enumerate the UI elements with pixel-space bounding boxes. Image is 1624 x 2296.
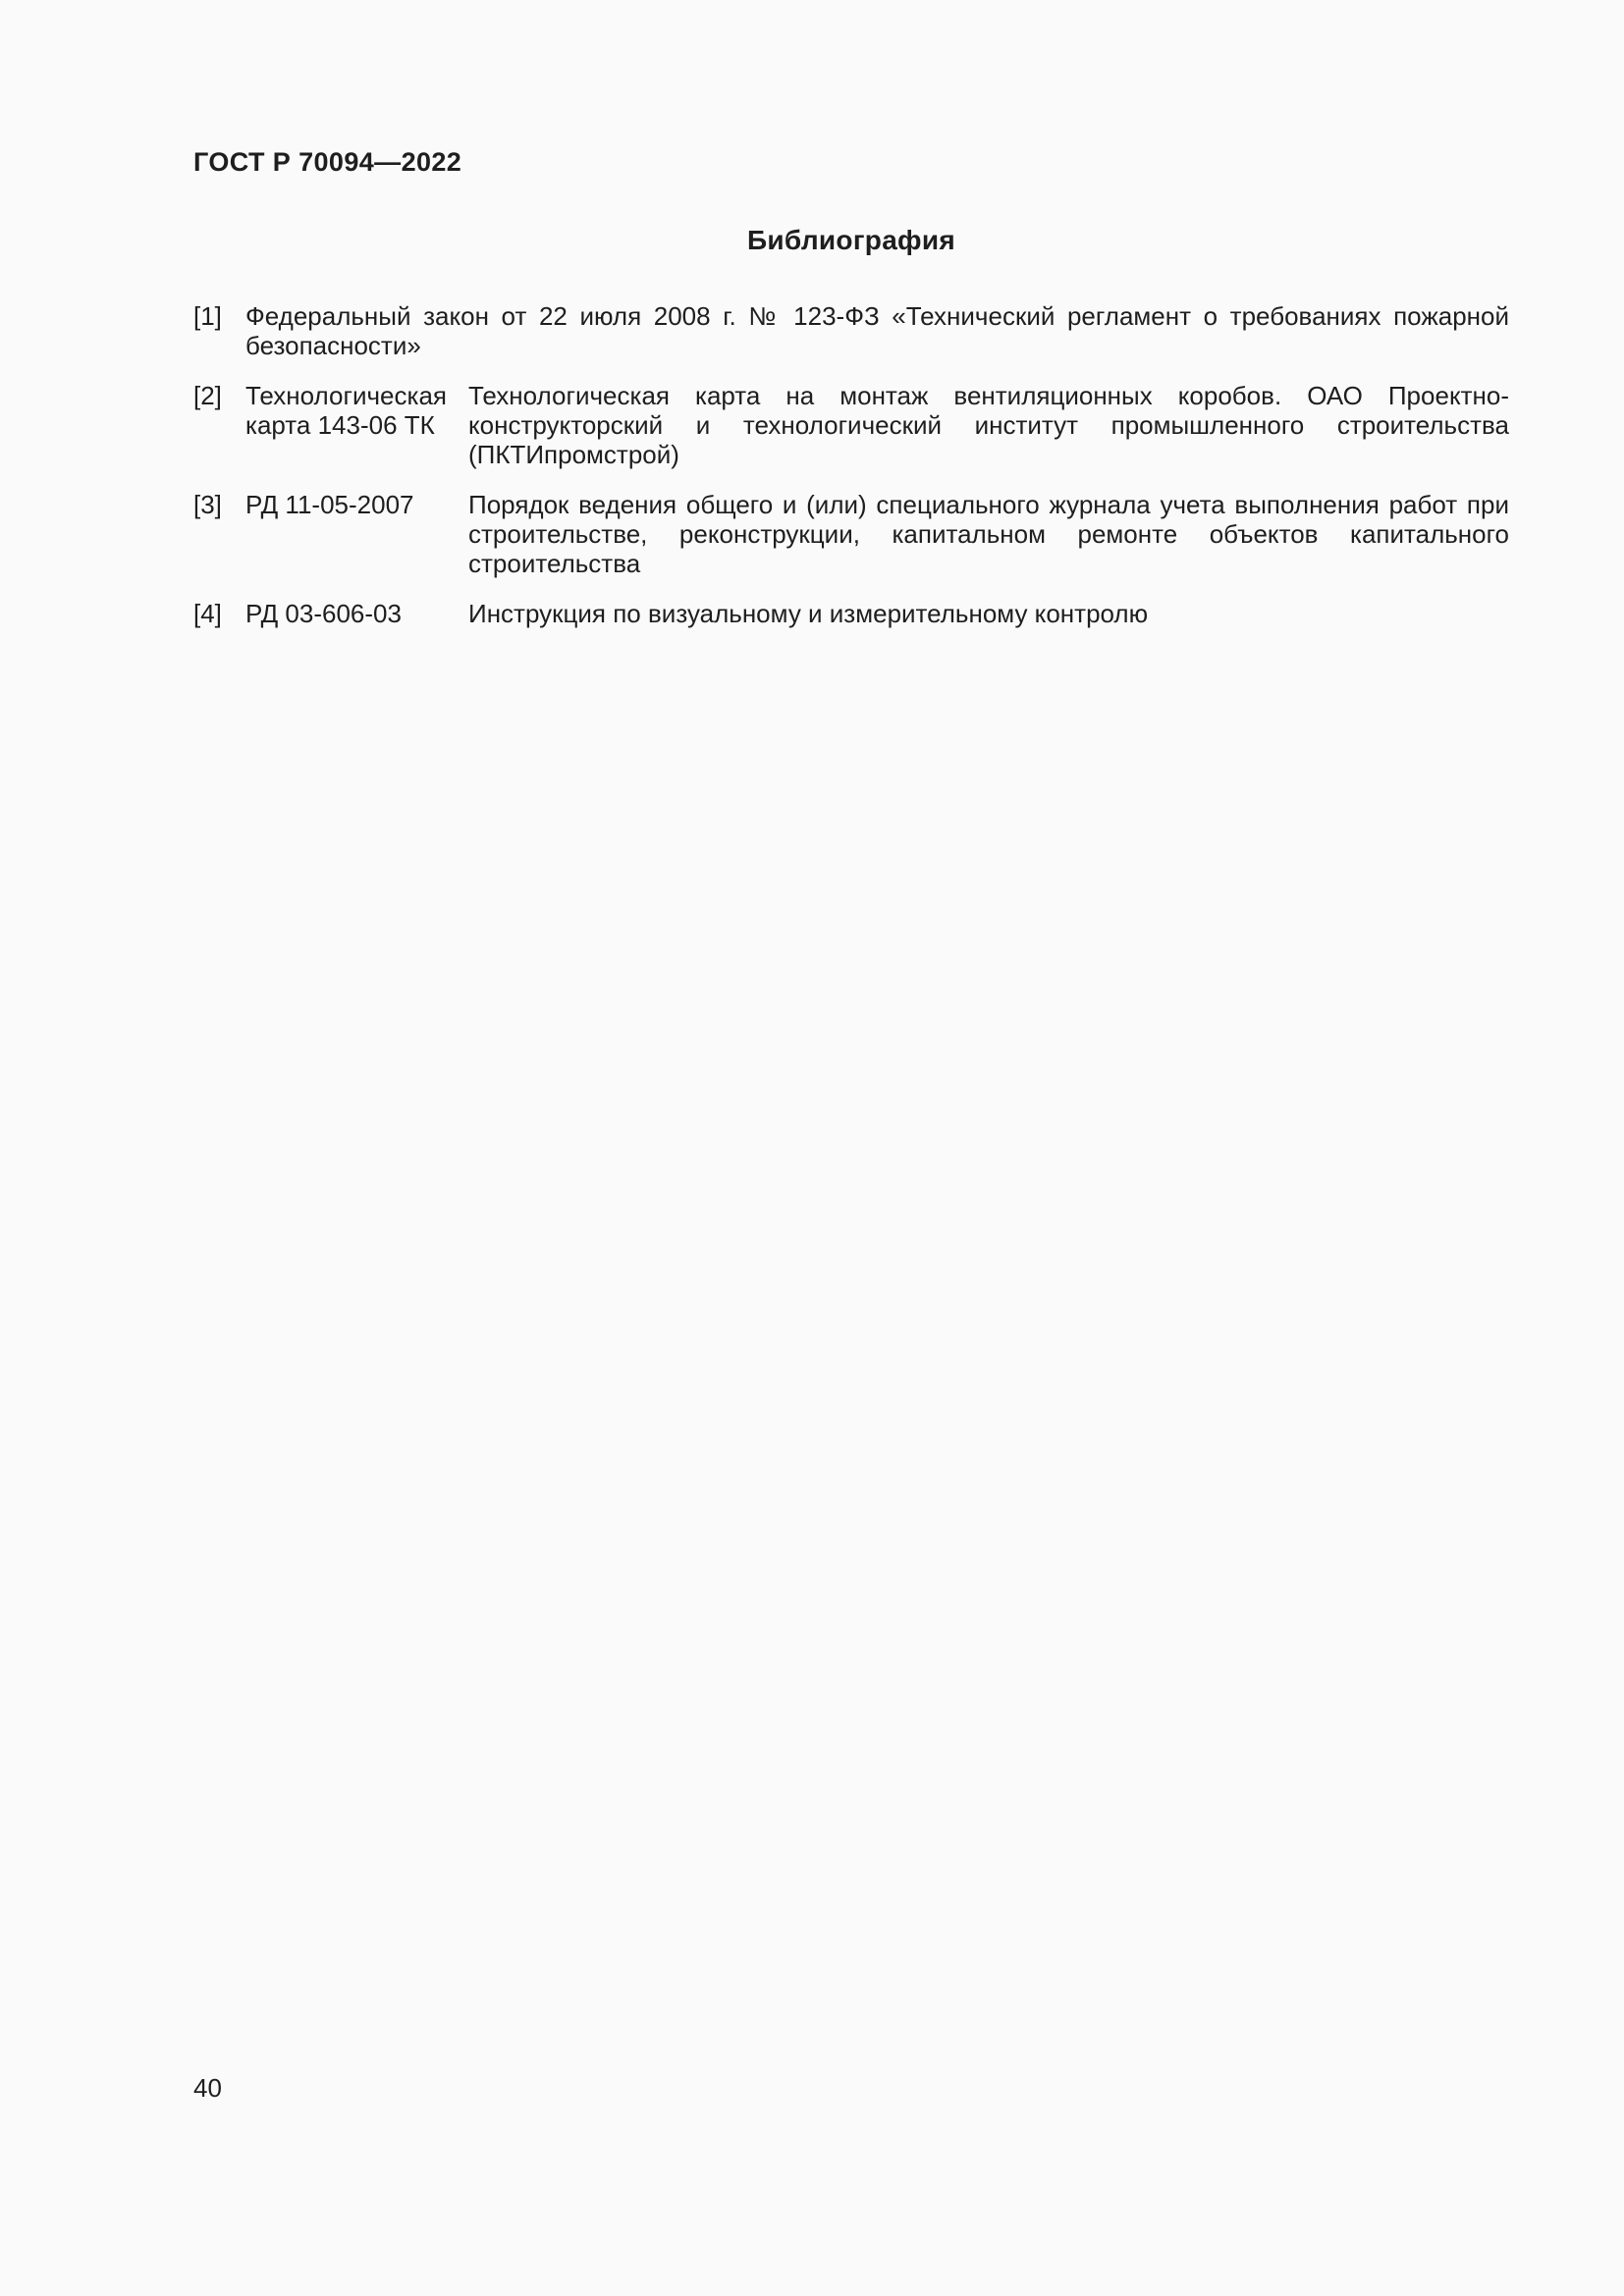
section-title: Библиография [746,225,956,255]
bibliography-entry [193,381,1509,469]
bibliography-entry-title: Технологическая карта на монтаж вентиляционных коробов. ОАО Проектно-конструкторский и технологический институт промышленного строительства (ПКТИпромстрой) [468,381,1509,469]
bibliography-entry-number: [4] [193,599,222,628]
document-code: ГОСТ Р 70094—2022 [193,147,462,177]
bibliography-entry-title: Порядок ведения общего и (или) специального журнала учета выполнения работ при строительстве, реконструкции, капитальном ремонте объектов капитального строительства [468,490,1509,578]
bibliography-entry [193,599,1509,628]
bibliography-entry-number: [2] [193,381,222,410]
bibliography-entry-code: Технологическая карта 143-06 ТК [245,381,447,440]
bibliography-entry-number: [1] [193,301,222,331]
bibliography-entry [193,301,1509,360]
page-number: 40 [193,2073,222,2103]
bibliography-entry [193,490,1509,578]
bibliography-entry-code: РД 03-606-03 [245,599,402,628]
bibliography-entry-code: РД 11-05-2007 [245,490,414,519]
bibliography-entry-number: [3] [193,490,222,519]
bibliography-list [193,301,1509,649]
bibliography-entry-reference: Федеральный закон от 22 июля 2008 г. № 123-ФЗ «Технический регламент о требованиях пожарной безопасности» [245,301,1509,360]
bibliography-entry-title: Инструкция по визуальному и измерительному контролю [468,599,1149,628]
